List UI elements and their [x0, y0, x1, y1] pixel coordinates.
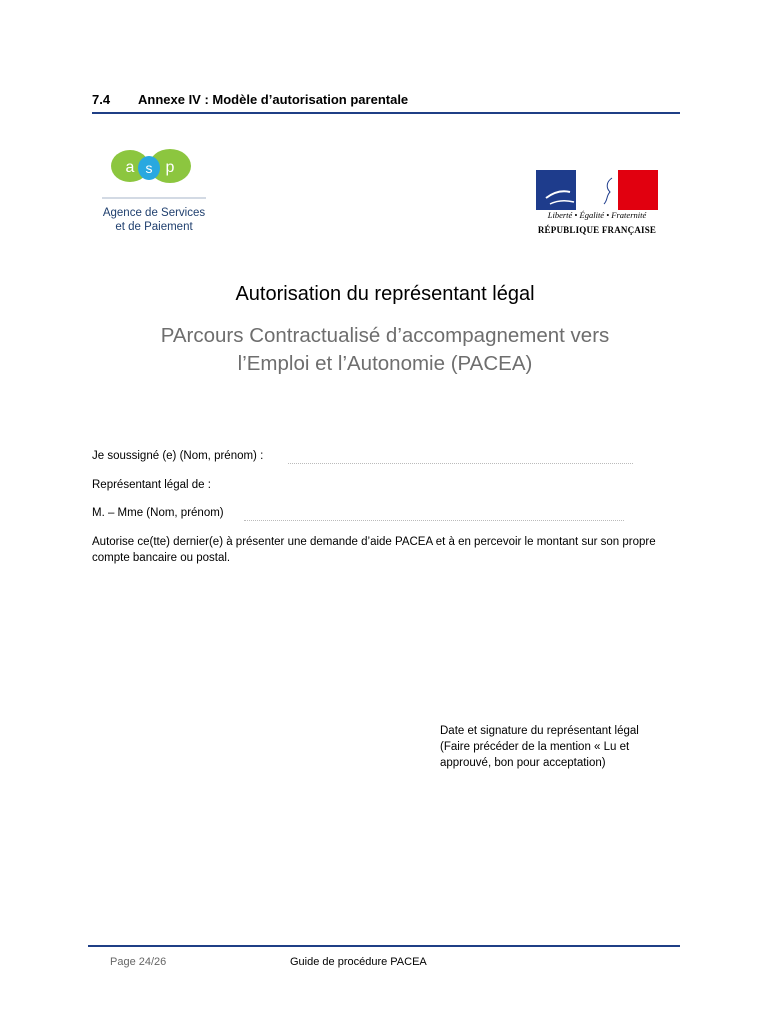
section-number: 7.4	[92, 92, 111, 107]
section-title: Annexe IV : Modèle d’autorisation parentale	[138, 92, 409, 107]
asp-letter-s: s	[145, 160, 153, 176]
footer-page-number: Page 24/26	[110, 956, 167, 968]
subtitle-line1: PArcours Contractualisé d’accompagnement vers	[160, 324, 610, 347]
mme-input-line[interactable]	[244, 509, 624, 521]
republique-name: RÉPUBLIQUE FRANÇAISE	[537, 225, 657, 235]
asp-logo	[94, 142, 224, 242]
soussigne-input-line[interactable]	[288, 452, 633, 464]
footer-rule	[88, 945, 680, 947]
asp-letter-p: p	[165, 159, 175, 176]
section-heading	[92, 92, 680, 114]
footer-document-title: Guide de procédure PACEA	[290, 956, 427, 968]
asp-letter-a: a	[125, 159, 135, 176]
asp-logo-line1: Agence de Services	[102, 207, 206, 219]
subtitle-line2: l’Emploi et l’Autonomie (PACEA)	[237, 352, 533, 375]
marianne-flag-icon	[536, 170, 658, 210]
republique-francaise-logo	[536, 170, 660, 240]
document-subtitle	[0, 322, 770, 378]
representant-label: Représentant légal de :	[92, 479, 211, 491]
mme-label: M. – Mme (Nom, prénom)	[92, 507, 224, 519]
authorization-paragraph: Autorise ce(tte) dernier(e) à présenter une demande d’aide PACEA et à en percevoir le montant sur son propre compte bancaire ou postal.	[92, 536, 656, 564]
soussigne-label: Je soussigné (e) (Nom, prénom) :	[92, 450, 264, 462]
signature-note	[440, 723, 680, 771]
signature-line1: Date et signature du représentant légal	[440, 725, 639, 737]
asp-logo-line2: et de Paiement	[115, 221, 193, 233]
document-title: Autorisation du représentant légal	[235, 283, 535, 305]
signature-line2: (Faire précéder de la mention « Lu et approuvé, bon pour acceptation)	[440, 741, 630, 769]
republique-motto: Liberté • Égalité • Fraternité	[547, 210, 647, 220]
asp-logo-mark	[94, 142, 224, 202]
